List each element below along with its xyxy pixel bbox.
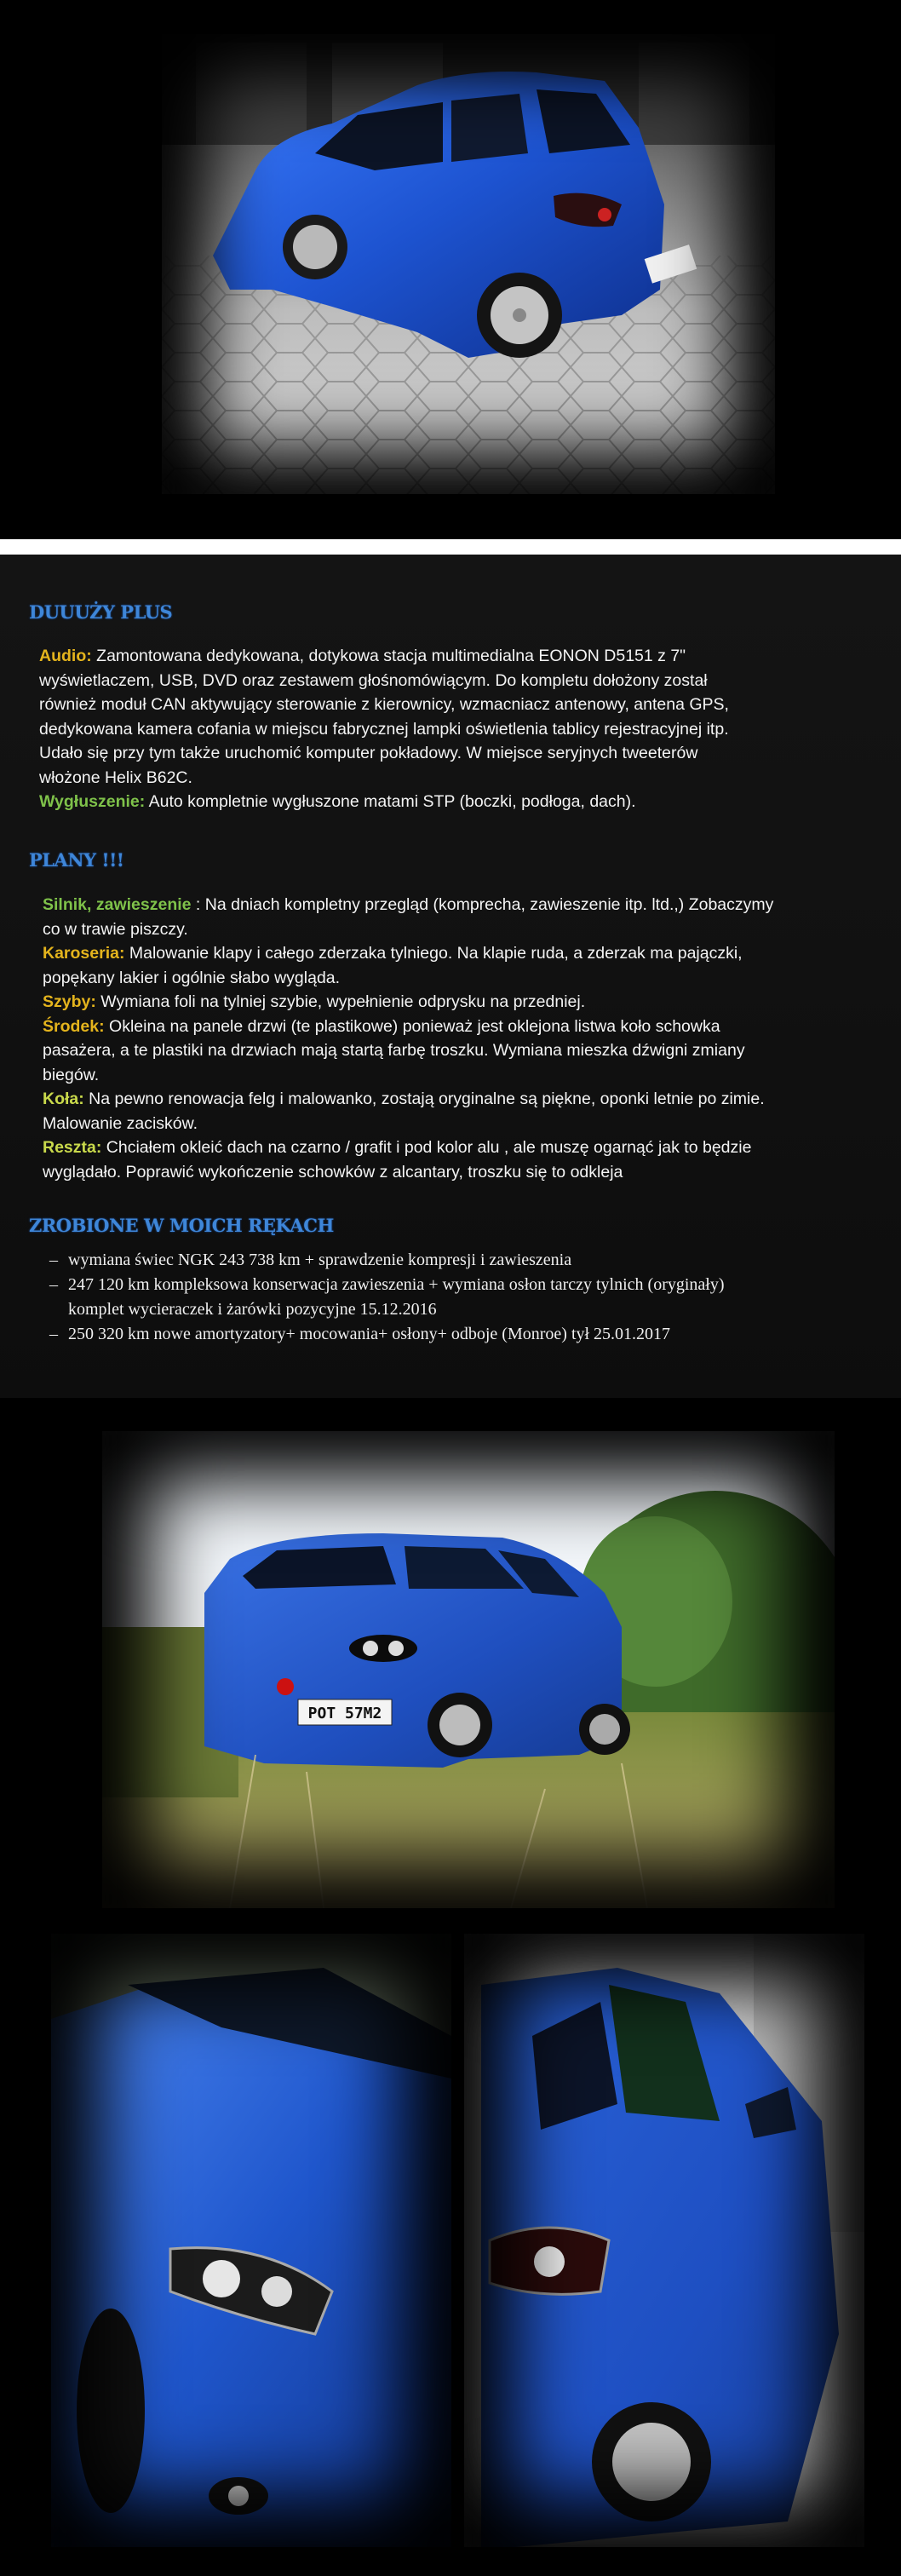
heading-plus: DUUUŻY PLUS	[29, 601, 173, 623]
label-audio: Audio:	[39, 647, 92, 665]
license-plate: POT 57M2	[307, 1705, 382, 1722]
headlight-photo	[51, 1934, 451, 2547]
paragraph-audio	[39, 644, 882, 814]
hero-car-image	[162, 34, 775, 494]
list-item	[49, 1248, 884, 1273]
heading-done: ZROBIONE W MOICH RĘKACH	[29, 1215, 334, 1236]
list-item	[49, 1273, 884, 1322]
srodek-text-3: biegów.	[43, 1065, 100, 1084]
done-item-2-cont: komplet wycieraczek i żarówki pozycyjne 15.12.2016	[68, 1300, 437, 1319]
label-kola: Koła:	[43, 1090, 84, 1108]
wygluszenie-text: Auto kompletnie wygłuszone matami STP (boczki, podłoga, dach).	[148, 792, 636, 811]
audio-line-1: Zamontowana dedykowana, dotykowa stacja multimedialna EONON D5151 z 7"	[96, 647, 686, 665]
silnik-text: : Na dniach kompletny przegląd (komprecha, zawieszenie itp. ltd.,) Zobaczymy	[191, 895, 774, 914]
list-item	[49, 1322, 884, 1347]
audio-line-6: włożone Helix B62C.	[39, 768, 192, 787]
hero-car-photo	[162, 34, 775, 494]
audio-line-2: wyświetlaczem, USB, DVD oraz zestawem głośnomówiącym. Do kompletu dołożony został	[39, 670, 708, 690]
taillight-photo	[464, 1934, 864, 2547]
rear-car-photo	[102, 1431, 835, 1908]
karoseria-text-2: popękany lakier i ogólnie słabo wygląda.	[43, 968, 341, 987]
headlight-image	[51, 1934, 451, 2547]
reszta-text-2: wyglądało. Poprawić wykończenie schowków z alcantary, troszku się to odkleja	[43, 1162, 623, 1182]
taillight-image	[464, 1934, 864, 2547]
label-karoseria: Karoseria:	[43, 944, 125, 963]
szyby-text: Wymiana foli na tylniej szybie, wypełnienie odprysku na przedniej.	[95, 992, 586, 1011]
done-item-3: 250 320 km nowe amortyzatory+ mocowania+ osłony+ odboje (Monroe) tył 25.01.2017	[68, 1325, 671, 1343]
done-item-2: 247 120 km kompleksowa konserwacja zawieszenia + wymiana osłon tarczy tylnich (oryginały)	[68, 1275, 725, 1294]
label-silnik: Silnik, zawieszenie	[43, 895, 192, 914]
done-item-1: wymiana świec NGK 243 738 km + sprawdzenie kompresji i zawieszenia	[68, 1251, 572, 1269]
reszta-text: Chciałem okleić dach na czarno / grafit i pod kolor alu , ale muszę ogarnąć jak to będzie	[101, 1138, 752, 1157]
audio-line-5: Udało się przy tym także uruchomić komputer pokładowy. W miejsce seryjnych tweeterów	[39, 744, 698, 762]
done-list	[49, 1248, 884, 1347]
kola-text: Na pewno renowacja felg i malowanko, zostają oryginalne są piękne, oponki letnie po zimie.	[83, 1090, 765, 1108]
audio-line-4: dedykowana kamera cofania w miejscu fabrycznej lampki oświetlenia tablicy rejestracyjnej itp.	[39, 719, 729, 739]
silnik-text-2: co w trawie piszczy.	[43, 919, 188, 939]
srodek-text: Okleina na panele drzwi (te plastikowe) ponieważ jest oklejona listwa koło schowka	[104, 1016, 720, 1036]
paragraph-plans	[43, 893, 886, 1184]
karoseria-text: Malowanie klapy i całego zderzaka tylniego. Na klapie ruda, a zderzak ma pajączki,	[124, 944, 743, 963]
kola-text-2: Malowanie zacisków.	[43, 1113, 198, 1133]
label-reszta: Reszta:	[43, 1138, 102, 1157]
label-wygluszenie: Wygłuszenie:	[39, 792, 146, 811]
label-szyby: Szyby:	[43, 992, 96, 1011]
srodek-text-2: pasażera, a te plastiki na drzwiach mają startą farbę troszku. Wymiana mieszka dźwigni zmiany	[43, 1041, 745, 1060]
audio-line-3: również moduł CAN aktywujący sterowanie z kierownicy, wzmacniacz antenowy, antena GPS,	[39, 695, 729, 714]
white-divider	[0, 539, 901, 555]
rear-car-image	[102, 1431, 835, 1908]
label-srodek: Środek:	[43, 1016, 105, 1036]
heading-plans: PLANY !!!	[29, 849, 124, 871]
